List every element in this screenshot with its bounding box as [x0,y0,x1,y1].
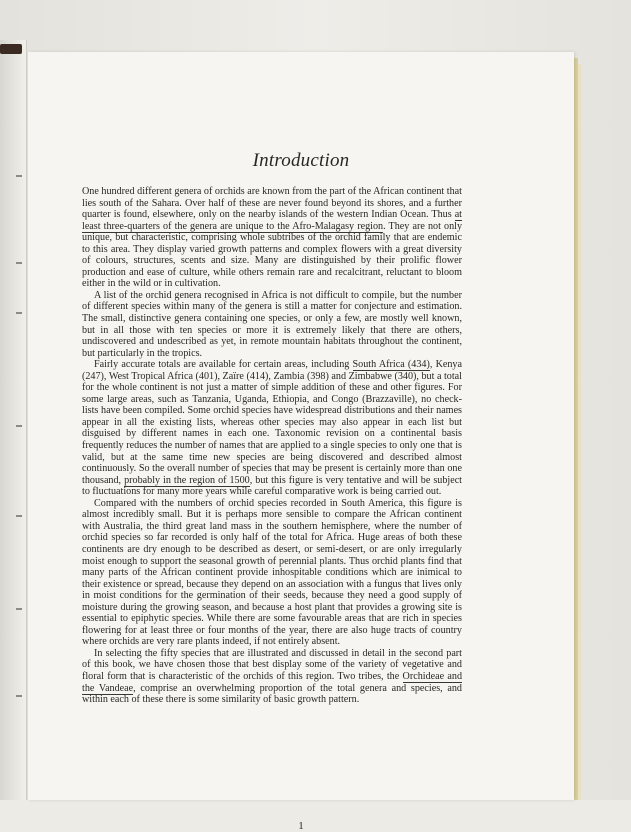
binding-hole [16,312,22,314]
binding-hole [16,608,22,610]
underlined-phrase: probably in the region of 1500 [124,474,250,486]
underlined-phrase: at least three-quarters of the genera are unique to the Afro-Malagasy region [82,209,462,232]
binding-hole [16,175,22,177]
paragraph-1: One hundred different genera of orchids are known from the part of the African continent that lies south of the Sahara. Over half of these are never found beyond its shores, and a further quarter is found, elsewhere, only on the nearby islands of the western Indian Ocean. Thus at least three-quarters of the genera are unique to the Afro-Malagasy region. They are not only unique, but characteristic, comprising whole subtribes of the orchid family that are endemic to this area. They display varied growth patterns and complex flowers with a great diversity of colours, structures, scents and size. Many are distinguished by their prolific flower production and ease of culture, while others remain rare and recalcitrant, reluctant to bloom either in the wild or in cultivation. [82,186,463,290]
body-text [82,186,462,706]
paragraph-4: Compared with the numbers of orchid species recorded in South America, this figure is almost incredibly small. But it is perhaps more sensible to compare the African continent with Australia, the third great land mass in the southern hemisphere, where the number of orchid species so far recorded is only half of the total for Africa. Huge areas of both these continents are dry enough to be described as desert, or semi-desert, or are only irregularly moist enough to support the seasonal growth of perennial plants. Thus orchid plants find that many parts of the African continent provide inhospitable conditions which are inimical to their existence or spread, because they depend on an association with a fungus that lives only in moist conditions for the germination of their seeds, because they need a good supply of moisture during the growing season, and because a host plant that provides a growing site is essential to epiphytic species. While there are some favourable areas that are rich in species flowering for at least three or four months of the year, there are also huge tracts of country where orchids are very rare plants indeed, if not entirely absent. [82,497,462,648]
binding-hole [16,515,22,517]
underlined-phrase: Orchideae and the Vandeae [82,670,463,694]
paragraph-5: In selecting the fifty species that are illustrated and discussed in detail in the second part of this book, we have chosen those that best display some of the variety of vegetative and floral form that is characteristic of the orchids of this region. Two tribes, the Orchideae and the Vandeae, comprise an overwhelming proportion of the total genera and species, and within each of these there is some similarity of basic growth pattern. [82,647,463,706]
page-stack-edge [578,64,581,800]
paragraph-2: A list of the orchid genera recognised in Africa is not difficult to compile, but the number of different species within many of the genera is still a matter for conjecture and estimation. The small, distinctive genera containing one species, or only a few, are mostly well known, but in all those with ten species or more it is extremely likely that there are others, undiscovered and undescribed as yet, in remote mountain habitats throughout the continent, but particularly in the tropics. [82,289,462,359]
paragraph-3: Fairly accurate totals are available for certain areas, including South Africa (434), Kenya (247), West Tropical Africa (401), Zaïre (414), Zambia (398) and Zimbabwe (340), but a total for the whole continent is not just a matter of simple addition of these and other figures. For some large areas, such as Tanzania, Uganda, Ethiopia, and Congo (Brazzaville), no check-lists have been compiled. Some orchid species have widespread distributions and their names appear in all the existing lists, whereas other species may also appear in each list but disguised by different names in each one. Taxonomic revision on a continental basis frequently reduces the number of names that are applied to a single species to only one that is valid, but at the same time new species are being discovered and described almost continuously. So the overall number of species that may be present is certainly more than one thousand, probably in the region of 1500, but this figure is very tentative and will be subject to fluctuations for many more years while careful comparative work is being carried out. [82,359,462,498]
binding-hole [16,695,22,697]
binding-hole [16,425,22,427]
binding-mark [0,44,22,54]
underlined-phrase: South Africa (434) [352,359,430,371]
binding-hole [16,262,22,264]
page-number: 1 [298,820,304,832]
chapter-title: Introduction [252,150,350,171]
book-page [28,52,574,832]
previous-page-edge [0,40,27,800]
